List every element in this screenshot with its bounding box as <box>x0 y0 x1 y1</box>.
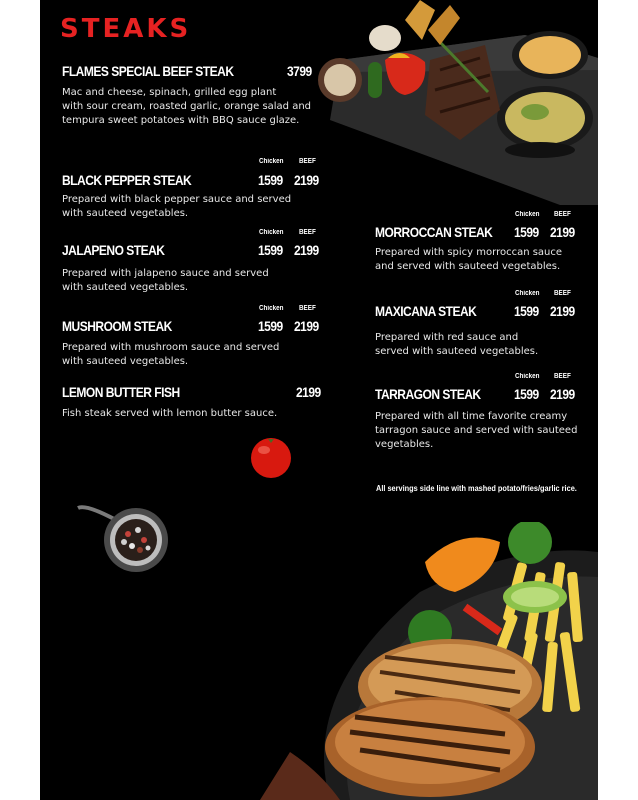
item-desc-maxicana: Prepared with red sauce and served with sauteed vegetables. <box>375 332 539 357</box>
item-price-chicken-jalapeno: 1599 <box>258 242 283 258</box>
item-price-chicken-mushroom: 1599 <box>258 318 283 334</box>
item-price-beef-maxicana: 2199 <box>550 303 575 319</box>
item-price-beef-black-pepper: 2199 <box>294 172 319 188</box>
price-header-chicken: Chicken <box>515 373 540 380</box>
item-name-tarragon: TARRAGON STEAK <box>375 386 481 402</box>
item-desc-black-pepper: Prepared with black pepper sauce and served with sauteed vegetables. <box>62 194 292 219</box>
menu-page <box>40 0 598 800</box>
item-name-morroccan: MORROCCAN STEAK <box>375 224 493 240</box>
peppercorn-bowl-photo <box>76 500 176 576</box>
item-name-jalapeno: JALAPENO STEAK <box>62 242 165 258</box>
item-name-flames-special: FLAMES SPECIAL BEEF STEAK <box>62 63 234 79</box>
section-title: STEAKS <box>60 14 192 44</box>
price-header-chicken: Chicken <box>259 158 284 165</box>
sizzler-plate-photo <box>260 522 598 800</box>
price-header-beef: BEEF <box>554 211 571 218</box>
item-price-lemon-butter-fish: 2199 <box>296 384 321 400</box>
item-desc-lemon-butter-fish: Fish steak served with lemon butter sauce. <box>62 408 278 419</box>
item-desc-tarragon: Prepared with all time favorite creamy tarragon sauce and served with sauteed vegetables. <box>375 411 578 450</box>
steak-platter-photo <box>310 0 598 205</box>
price-header-beef: BEEF <box>554 290 571 297</box>
item-price-chicken-morroccan: 1599 <box>514 224 539 240</box>
price-header-chicken: Chicken <box>515 290 540 297</box>
item-price-chicken-maxicana: 1599 <box>514 303 539 319</box>
item-price-chicken-black-pepper: 1599 <box>258 172 283 188</box>
item-price-chicken-tarragon: 1599 <box>514 386 539 402</box>
item-desc-mushroom: Prepared with mushroom sauce and served with sauteed vegetables. <box>62 342 280 367</box>
price-header-chicken: Chicken <box>515 211 540 218</box>
item-price-beef-mushroom: 2199 <box>294 318 319 334</box>
item-desc-morroccan: Prepared with spicy morroccan sauce and served with sauteed vegetables. <box>375 247 563 272</box>
price-header-beef: BEEF <box>554 373 571 380</box>
servings-footnote: All servings side line with mashed potato/fries/garlic rice. <box>376 484 577 493</box>
item-name-lemon-butter-fish: LEMON BUTTER FISH <box>62 384 180 400</box>
item-price-beef-morroccan: 2199 <box>550 224 575 240</box>
item-desc-jalapeno: Prepared with jalapeno sauce and served with sauteed vegetables. <box>62 268 269 293</box>
item-name-mushroom: MUSHROOM STEAK <box>62 318 172 334</box>
item-name-maxicana: MAXICANA STEAK <box>375 303 477 319</box>
tomato-photo <box>248 434 294 480</box>
item-price-flames-special: 3799 <box>287 63 312 79</box>
item-name-black-pepper: BLACK PEPPER STEAK <box>62 172 192 188</box>
price-header-beef: BEEF <box>299 229 316 236</box>
price-header-beef: BEEF <box>299 305 316 312</box>
price-header-chicken: Chicken <box>259 305 284 312</box>
item-price-beef-tarragon: 2199 <box>550 386 575 402</box>
item-desc-flames-special: Mac and cheese, spinach, grilled egg plant with sour cream, roasted garlic, orange salad and tempura sweet potatoes with BBQ sauce glaze. <box>62 87 312 126</box>
item-price-beef-jalapeno: 2199 <box>294 242 319 258</box>
price-header-beef: BEEF <box>299 158 316 165</box>
price-header-chicken: Chicken <box>259 229 284 236</box>
